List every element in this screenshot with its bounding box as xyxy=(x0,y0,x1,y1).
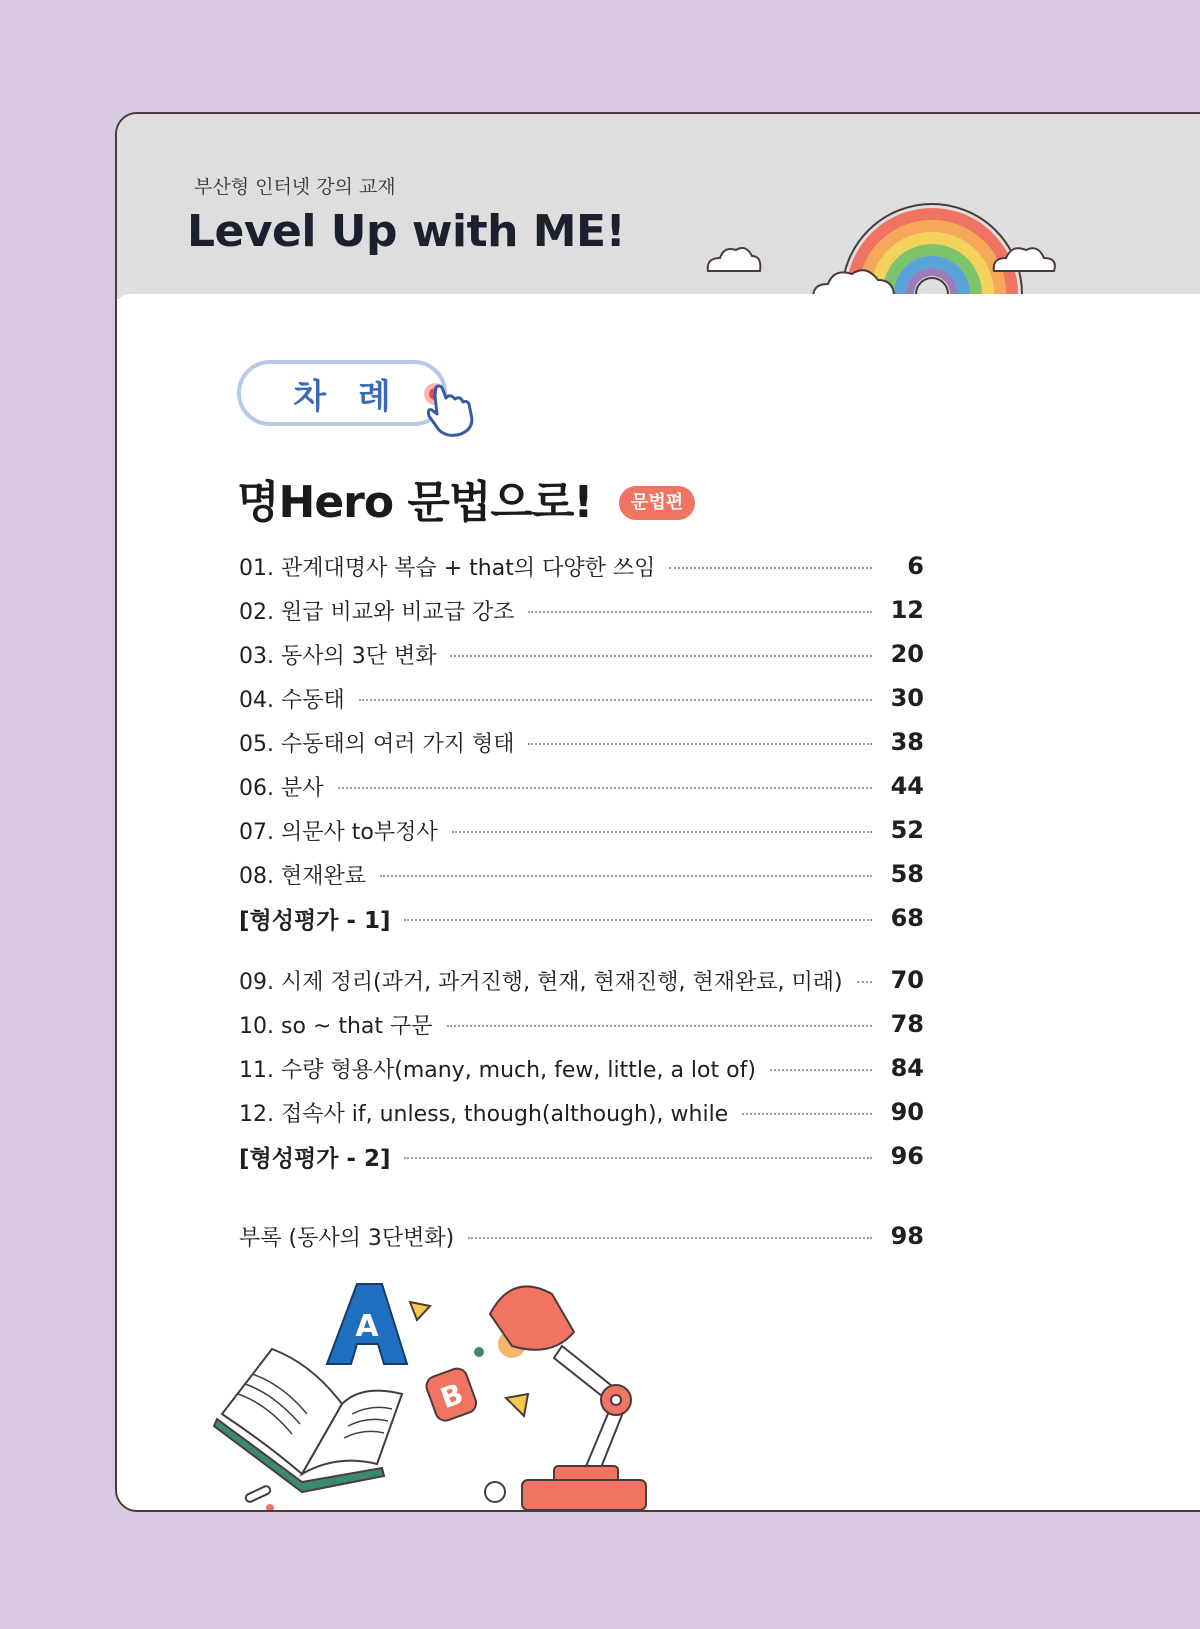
toc-leader-dots xyxy=(359,699,872,701)
toc-row[interactable] xyxy=(239,808,924,852)
book-title: Level Up with ME! xyxy=(187,206,626,257)
toc-gap xyxy=(239,940,924,958)
toc-page-number: 20 xyxy=(890,640,924,668)
toc-leader-dots xyxy=(770,1069,872,1071)
svg-text:A: A xyxy=(355,1309,379,1344)
header-band xyxy=(117,114,1200,299)
toc-label: 12. 접속사 if, unless, though(although), while xyxy=(239,1101,729,1127)
toc-page-number: 52 xyxy=(890,816,924,844)
toc-row[interactable] xyxy=(239,544,924,588)
table-of-contents xyxy=(239,544,924,1258)
open-book-icon xyxy=(214,1349,402,1492)
toc-page-number: 44 xyxy=(890,772,924,800)
toc-leader-dots xyxy=(742,1113,872,1115)
toc-label: 11. 수량 형용사(many, much, few, little, a lot of) xyxy=(239,1057,756,1083)
page-card xyxy=(115,112,1200,1512)
toc-leader-dots xyxy=(404,919,872,921)
toc-page-number: 96 xyxy=(890,1142,924,1170)
toc-label: 05. 수동태의 여러 가지 형태 xyxy=(239,731,515,757)
toc-leader-dots xyxy=(452,831,872,833)
series-subtitle: 부산형 인터넷 강의 교재 xyxy=(194,176,396,198)
pointing-hand-icon xyxy=(417,374,487,444)
toc-leader-dots xyxy=(669,567,872,569)
toc-page-number: 12 xyxy=(890,596,924,624)
toc-row[interactable] xyxy=(239,1002,924,1046)
toc-leader-dots xyxy=(857,981,872,983)
toc-row[interactable] xyxy=(239,1046,924,1090)
toc-row[interactable] xyxy=(239,852,924,896)
toc-page-number: 78 xyxy=(890,1010,924,1038)
toc-leader-dots xyxy=(468,1237,872,1239)
toc-label: 04. 수동태 xyxy=(239,687,345,713)
toc-page-number: 38 xyxy=(890,728,924,756)
toc-row[interactable] xyxy=(239,632,924,676)
toc-label: 09. 시제 정리(과거, 과거진행, 현재, 현재진행, 현재완료, 미래) xyxy=(239,969,843,995)
toc-leader-dots xyxy=(450,655,872,657)
letter-a-icon xyxy=(327,1284,407,1364)
toc-assessment-row[interactable] xyxy=(239,1134,924,1178)
toc-assessment-row[interactable] xyxy=(239,896,924,940)
toc-row[interactable] xyxy=(239,1090,924,1134)
toc-leader-dots xyxy=(447,1025,873,1027)
svg-text:B: B xyxy=(436,1376,468,1416)
toc-label: 06. 분사 xyxy=(239,775,324,801)
toc-row[interactable] xyxy=(239,720,924,764)
toc-row[interactable] xyxy=(239,588,924,632)
toc-row[interactable] xyxy=(239,1214,924,1258)
toc-label: 10. so ~ that 구문 xyxy=(239,1013,433,1039)
toc-leader-dots xyxy=(528,611,872,613)
toc-page-number: 98 xyxy=(890,1222,924,1250)
toc-page-number: 68 xyxy=(890,904,924,932)
toc-label: [형성평가 - 2] xyxy=(239,1145,391,1172)
toc-gap xyxy=(239,1178,924,1196)
toc-page-number: 70 xyxy=(890,966,924,994)
toc-page-number: 6 xyxy=(907,552,924,580)
contents-pill xyxy=(237,360,447,426)
toc-label: 01. 관계대명사 복습 + that의 다양한 쓰임 xyxy=(239,555,656,581)
study-illustration xyxy=(212,1254,652,1512)
letter-b-icon xyxy=(424,1366,479,1424)
toc-gap xyxy=(239,1196,924,1214)
toc-page-number: 30 xyxy=(890,684,924,712)
toc-row[interactable] xyxy=(239,764,924,808)
toc-label: [형성평가 - 1] xyxy=(239,907,391,934)
toc-page-number: 84 xyxy=(890,1054,924,1082)
toc-leader-dots xyxy=(404,1157,872,1159)
toc-leader-dots xyxy=(338,787,873,789)
toc-row[interactable] xyxy=(239,958,924,1002)
toc-label: 02. 원급 비교와 비교급 강조 xyxy=(239,599,515,625)
toc-label: 03. 동사의 3단 변화 xyxy=(239,643,437,669)
section-badge: 문법편 xyxy=(619,486,695,520)
toc-label: 부록 (동사의 3단변화) xyxy=(239,1225,455,1251)
toc-leader-dots xyxy=(380,875,872,877)
toc-page-number: 90 xyxy=(890,1098,924,1126)
toc-label: 07. 의문사 to부정사 xyxy=(239,819,438,845)
contents-label: 차 례 xyxy=(293,376,401,417)
toc-label: 08. 현재완료 xyxy=(239,863,366,889)
toc-page-number: 58 xyxy=(890,860,924,888)
toc-row[interactable] xyxy=(239,676,924,720)
toc-leader-dots xyxy=(528,743,872,745)
section-title: 명Hero 문법으로! xyxy=(237,477,593,528)
